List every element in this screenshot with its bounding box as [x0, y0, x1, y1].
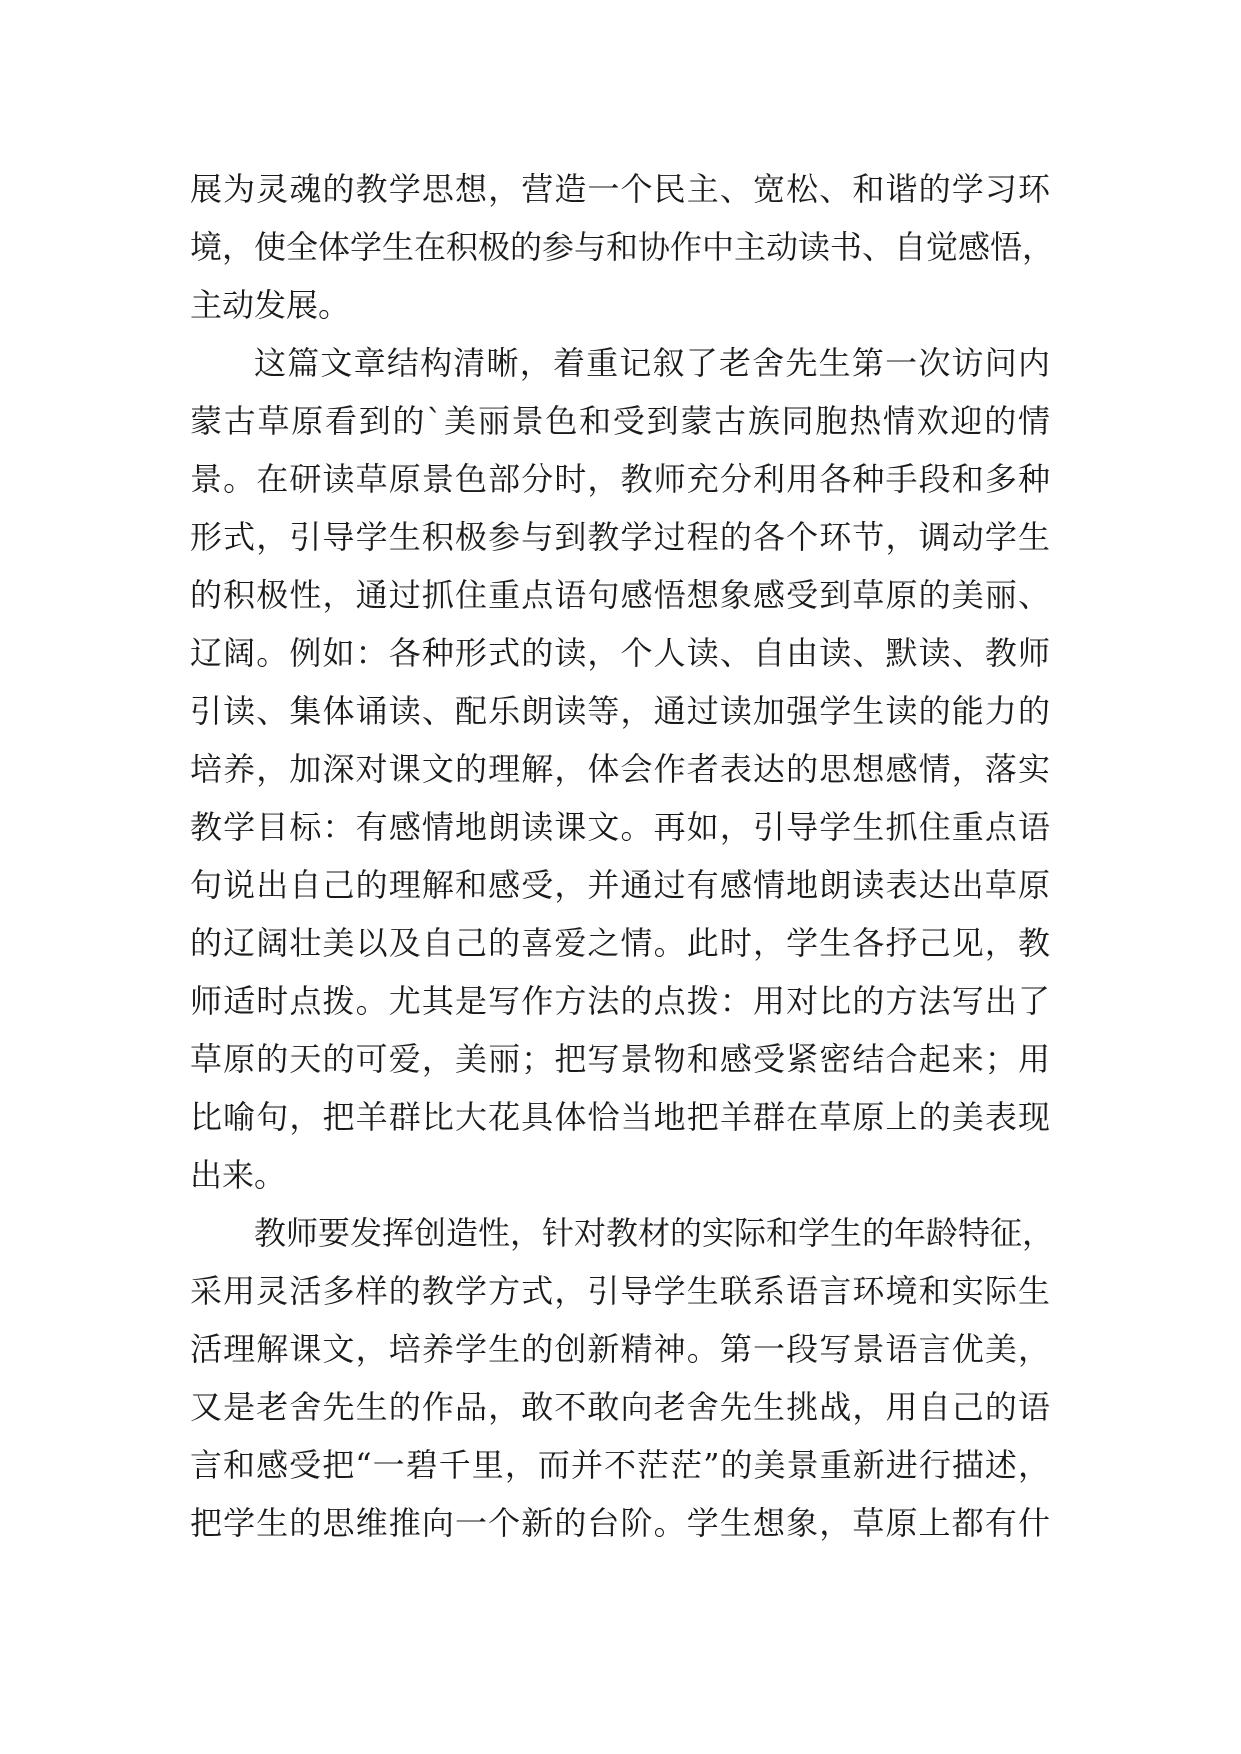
text-line: 的辽阔壮美以及自己的喜爱之情。此时，学生各抒己见，教 [190, 924, 1050, 962]
text-line: 景。在研读草原景色部分时，教师充分利用各种手段和多种 [190, 460, 1050, 498]
text-line: 教师要发挥创造性，针对教材的实际和学生的年龄特征， [254, 1214, 1055, 1252]
text-line: 引读、集体诵读、配乐朗读等，通过读加强学生读的能力的 [190, 692, 1050, 730]
text-line: 辽阔。例如：各种形式的读，个人读、自由读、默读、教师 [190, 634, 1050, 672]
text-line: 培养，加深对课文的理解，体会作者表达的思想感情，落实 [190, 750, 1050, 788]
text-line: 境，使全体学生在积极的参与和协作中主动读书、自觉感悟， [190, 228, 1055, 266]
text-line: 的积极性，通过抓住重点语句感悟想象感受到草原的美丽、 [190, 576, 1050, 614]
text-line: 形式，引导学生积极参与到教学过程的各个环节，调动学生 [190, 518, 1050, 556]
document-body [190, 160, 1055, 1552]
text-line: 展为灵魂的教学思想，营造一个民主、宽松、和谐的学习环 [190, 170, 1050, 208]
text-line: 句说出自己的理解和感受，并通过有感情地朗读表达出草原 [190, 866, 1050, 904]
text-line: 活理解课文，培养学生的创新精神。第一段写景语言优美， [190, 1330, 1050, 1368]
text-line: 教学目标：有感情地朗读课文。再如，引导学生抓住重点语 [190, 808, 1050, 846]
paragraph-2 [190, 334, 1050, 1204]
text-line: 师适时点拨。尤其是写作方法的点拨：用对比的方法写出了 [190, 982, 1050, 1020]
text-line: 比喻句，把羊群比大花具体恰当地把羊群在草原上的美表现 [190, 1098, 1050, 1136]
text-line: 又是老舍先生的作品，敢不敢向老舍先生挑战，用自己的语 [190, 1388, 1050, 1426]
text-line: 言和感受把“一碧千里，而并不茫茫”的美景重新进行描述， [190, 1446, 1050, 1484]
paragraph-3 [190, 1204, 1055, 1552]
text-line: 这篇文章结构清晰，着重记叙了老舍先生第一次访问内 [254, 344, 1050, 382]
text-line: 主动发展。 [190, 286, 351, 324]
paragraph-1 [190, 160, 1055, 334]
text-line: 采用灵活多样的教学方式，引导学生联系语言环境和实际生 [190, 1272, 1050, 1310]
text-line: 蒙古草原看到的`美丽景色和受到蒙古族同胞热情欢迎的情 [190, 402, 1050, 440]
text-line: 出来。 [190, 1156, 287, 1194]
text-line: 草原的天的可爱，美丽；把写景物和感受紧密结合起来；用 [190, 1040, 1050, 1078]
text-line: 把学生的思维推向一个新的台阶。学生想象，草原上都有什 [190, 1504, 1050, 1542]
